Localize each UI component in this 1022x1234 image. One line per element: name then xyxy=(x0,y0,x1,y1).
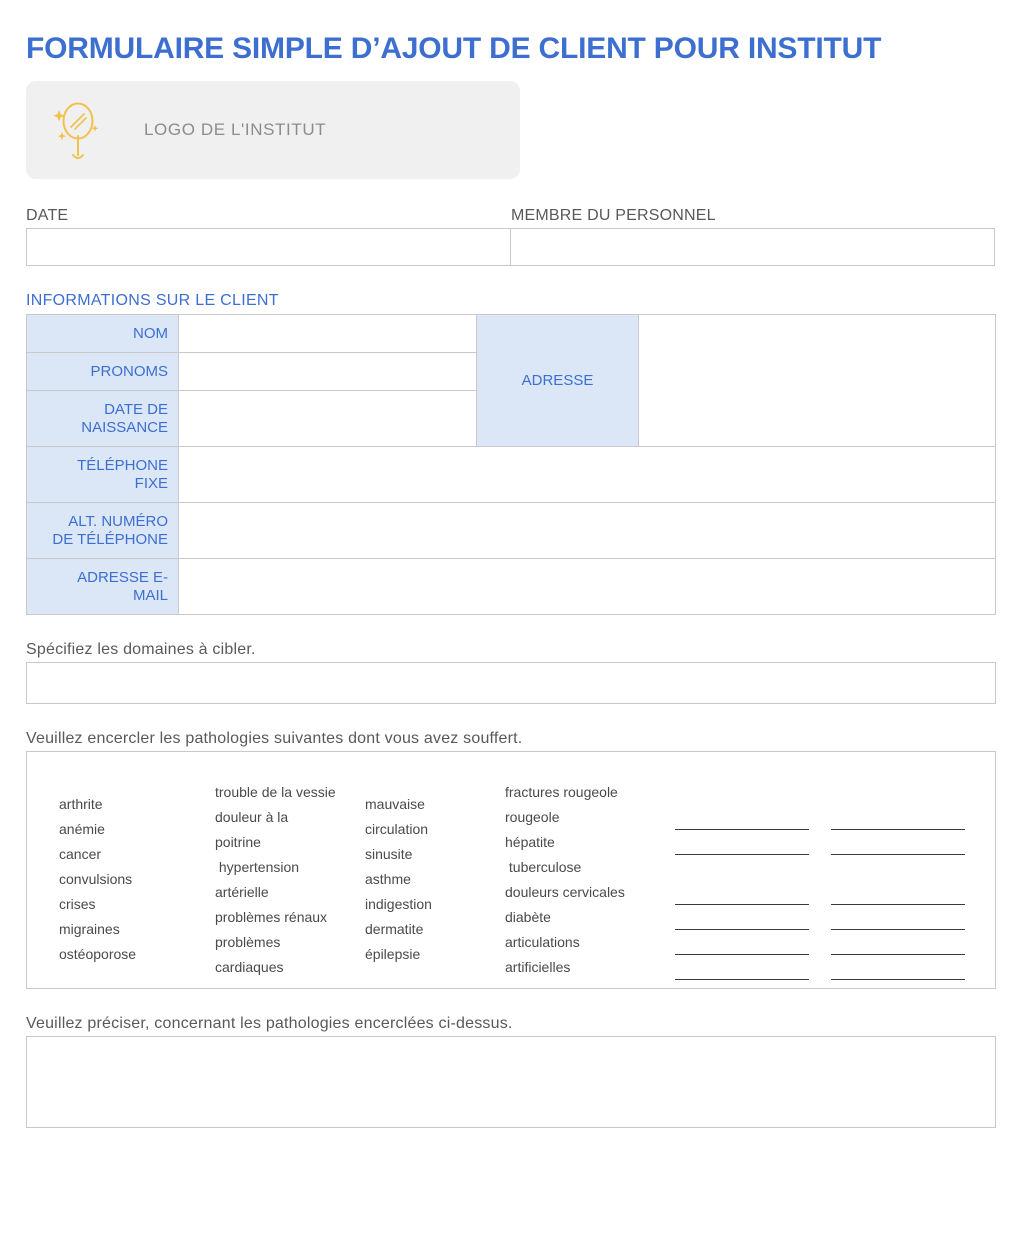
list-item[interactable]: anémie xyxy=(59,821,105,837)
date-staff-labels xyxy=(26,207,996,228)
blank-line[interactable] xyxy=(675,836,809,855)
list-item[interactable]: ostéoporose xyxy=(59,946,137,962)
list-item[interactable]: douleur à la xyxy=(215,809,289,825)
list-item[interactable]: indigestion xyxy=(365,896,432,912)
client-section-heading: INFORMATIONS SUR LE CLIENT xyxy=(26,292,279,309)
list-item[interactable]: dermatite xyxy=(365,921,424,937)
client-info-table xyxy=(26,314,996,615)
label-date-naissance: DATE DE NAISSANCE xyxy=(27,391,179,447)
input-adresse[interactable] xyxy=(639,315,996,447)
precision-label: Veuillez préciser, concernant les pathologies encerclées ci-dessus. xyxy=(26,1015,513,1032)
list-item[interactable]: mauvaise xyxy=(365,796,425,812)
input-email[interactable] xyxy=(179,559,996,615)
blank-line[interactable] xyxy=(831,911,965,930)
blank-line[interactable] xyxy=(675,886,809,905)
list-item[interactable]: convulsions xyxy=(59,871,133,887)
blank-line[interactable] xyxy=(831,836,965,855)
list-item[interactable]: tuberculose xyxy=(505,859,582,875)
staff-input[interactable] xyxy=(510,228,995,266)
list-item[interactable]: cancer xyxy=(59,846,102,862)
logo-caption: LOGO DE L'INSTITUT xyxy=(144,120,327,139)
blank-line[interactable] xyxy=(831,886,965,905)
blank-line-row[interactable] xyxy=(675,930,965,955)
list-item[interactable]: arthrite xyxy=(59,796,103,812)
table-row xyxy=(27,503,996,559)
label-telephone-fixe: TÉLÉPHONE FIXE xyxy=(27,447,179,503)
list-item[interactable]: asthme xyxy=(365,871,411,887)
list-item[interactable]: artérielle xyxy=(215,884,269,900)
input-date-naissance[interactable] xyxy=(179,391,477,447)
list-item[interactable]: crises xyxy=(59,896,96,912)
target-areas-label: Spécifiez les domaines à cibler. xyxy=(26,641,256,658)
list-item[interactable]: rougeole xyxy=(505,809,560,825)
list-item[interactable]: trouble de la vessie xyxy=(215,784,336,800)
blank-line[interactable] xyxy=(675,911,809,930)
list-item[interactable]: hypertension xyxy=(215,859,300,875)
pathologies-box xyxy=(26,751,996,989)
blank-line-row[interactable] xyxy=(675,805,965,830)
blank-line[interactable] xyxy=(831,936,965,955)
table-row xyxy=(27,447,996,503)
label-telephone-alt: ALT. NUMÉRO DE TÉLÉPHONE xyxy=(27,503,179,559)
label-nom: NOM xyxy=(27,315,179,353)
label-pronoms: PRONOMS xyxy=(27,353,179,391)
blank-line-row[interactable] xyxy=(675,830,965,855)
list-item[interactable]: douleurs cervicales xyxy=(505,884,625,900)
input-telephone-alt[interactable] xyxy=(179,503,996,559)
logo-placeholder[interactable] xyxy=(26,81,520,179)
list-item[interactable]: fractures rougeole xyxy=(505,784,618,800)
input-pronoms[interactable] xyxy=(179,353,477,391)
date-staff-inputs xyxy=(26,228,996,266)
blank-line-row[interactable] xyxy=(675,955,965,980)
blank-line[interactable] xyxy=(675,811,809,830)
input-telephone-fixe[interactable] xyxy=(179,447,996,503)
hand-mirror-icon xyxy=(40,98,114,162)
list-item[interactable]: épilepsie xyxy=(365,946,421,962)
blank-line[interactable] xyxy=(831,811,965,830)
pathologies-label: Veuillez encercler les pathologies suivantes dont vous avez souffert. xyxy=(26,730,523,747)
list-item[interactable]: poitrine xyxy=(215,834,261,850)
target-areas-input[interactable] xyxy=(26,662,996,704)
pathologies-column-2 xyxy=(215,774,365,988)
pathologies-column-1 xyxy=(27,774,215,988)
pathologies-column-4 xyxy=(505,774,675,988)
label-email: ADRESSE E- MAIL xyxy=(27,559,179,615)
table-row xyxy=(27,315,996,353)
page-title: FORMULAIRE SIMPLE D’AJOUT DE CLIENT POUR INSTITUT xyxy=(26,32,882,65)
date-label: DATE xyxy=(26,207,69,224)
list-item[interactable]: problèmes xyxy=(215,934,281,950)
list-item[interactable]: cardiaques xyxy=(215,959,284,975)
blank-line[interactable] xyxy=(831,961,965,980)
table-row xyxy=(27,559,996,615)
label-adresse: ADRESSE xyxy=(477,315,639,447)
pathologies-column-3 xyxy=(365,774,505,988)
list-item[interactable]: artificielles xyxy=(505,959,571,975)
list-item[interactable]: hépatite xyxy=(505,834,555,850)
list-item[interactable]: articulations xyxy=(505,934,580,950)
list-item[interactable]: problèmes rénaux xyxy=(215,909,328,925)
input-nom[interactable] xyxy=(179,315,477,353)
pathologies-blank-lines xyxy=(675,774,995,988)
blank-line[interactable] xyxy=(675,936,809,955)
blank-line-row[interactable] xyxy=(675,905,965,930)
list-item[interactable]: circulation xyxy=(365,821,429,837)
date-input[interactable] xyxy=(26,228,511,266)
staff-label: MEMBRE DU PERSONNEL xyxy=(511,207,716,224)
blank-line[interactable] xyxy=(675,961,809,980)
blank-line-row[interactable] xyxy=(675,880,965,905)
precision-input[interactable] xyxy=(26,1036,996,1128)
list-item[interactable]: sinusite xyxy=(365,846,413,862)
list-item[interactable]: diabète xyxy=(505,909,551,925)
list-item[interactable]: migraines xyxy=(59,921,120,937)
